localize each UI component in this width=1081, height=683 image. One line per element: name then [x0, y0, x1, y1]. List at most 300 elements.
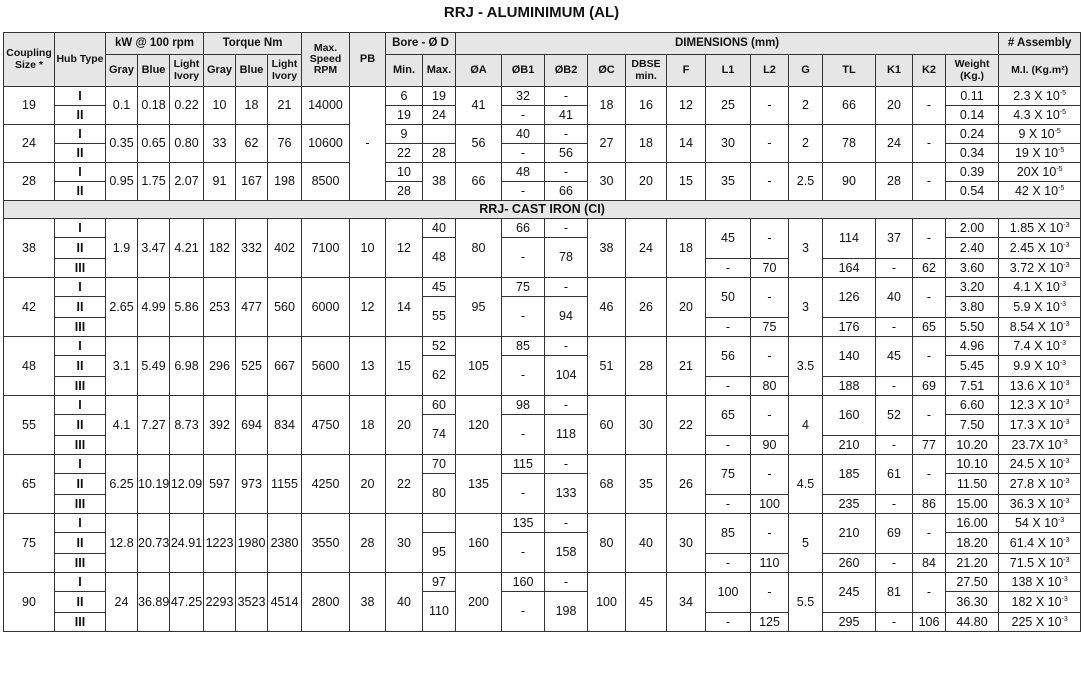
kw-value: 20.73 — [138, 514, 170, 573]
mi-value: 24.5 X $10^{-3}$ — [999, 455, 1081, 474]
col-oa: ØA — [456, 55, 502, 87]
col-pb: PB — [350, 33, 386, 87]
bore-min: 40 — [386, 573, 423, 632]
max-speed: 7100 — [302, 219, 350, 278]
col-torque-group: Torque Nm — [204, 33, 302, 55]
dim-dbse: 16 — [626, 87, 667, 125]
dim-tl: 235 — [823, 495, 876, 514]
hub-type: II — [55, 144, 106, 163]
col-gray-kw: Gray — [106, 55, 138, 87]
kw-value: 0.18 — [138, 87, 170, 125]
col-oc: ØC — [588, 55, 626, 87]
dim-k2: - — [913, 219, 946, 259]
mi-value: 9.9 X $10^{-3}$ — [999, 356, 1081, 377]
dim-l2: - — [751, 163, 789, 201]
dim-k1: - — [876, 318, 913, 337]
torque-value: 91 — [204, 163, 236, 201]
table-row — [4, 219, 1081, 238]
col-kw-group: kW @ 100 rpm — [106, 33, 204, 55]
torque-value: 392 — [204, 396, 236, 455]
dim-tl: 160 — [823, 396, 876, 436]
hub-type: I — [55, 396, 106, 415]
dim-tl: 126 — [823, 278, 876, 318]
dim-l1: - — [706, 259, 751, 278]
dim-tl: 164 — [823, 259, 876, 278]
dim-oc: 38 — [588, 219, 626, 278]
dim-k1: - — [876, 377, 913, 396]
mi-value: 19 X $10^{-5}$ — [999, 144, 1081, 163]
weight-value: 18.20 — [946, 533, 999, 554]
dim-g: 2 — [789, 125, 823, 163]
col-mi: M.I. (Kg.m²) — [999, 55, 1081, 87]
dim-ob2: 198 — [545, 592, 588, 632]
dim-ob2: - — [545, 219, 588, 238]
dim-ob2: 104 — [545, 356, 588, 396]
hub-type: I — [55, 219, 106, 238]
weight-value: 3.20 — [946, 278, 999, 297]
mi-value: 5.9 X $10^{-3}$ — [999, 297, 1081, 318]
dim-k2: 62 — [913, 259, 946, 278]
kw-value: 5.49 — [138, 337, 170, 396]
hub-type: II — [55, 592, 106, 613]
coupling-size: 19 — [4, 87, 55, 125]
kw-value: 0.22 — [170, 87, 204, 125]
dim-ob1: 75 — [502, 278, 545, 297]
weight-value: 10.20 — [946, 436, 999, 455]
dim-g: 2.5 — [789, 163, 823, 201]
dim-ob1: 85 — [502, 337, 545, 356]
weight-value: 21.20 — [946, 554, 999, 573]
bore-min: 14 — [386, 278, 423, 337]
dim-f: 12 — [667, 87, 706, 125]
pb-value: 28 — [350, 514, 386, 573]
mi-value: 3.72 X $10^{-3}$ — [999, 259, 1081, 278]
coupling-spec-table — [3, 32, 1081, 632]
kw-value: 36.89 — [138, 573, 170, 632]
dim-oc: 30 — [588, 163, 626, 201]
bore-max: 60 — [423, 396, 456, 415]
mi-value: 12.3 X $10^{-3}$ — [999, 396, 1081, 415]
dim-f: 14 — [667, 125, 706, 163]
table-row — [4, 201, 1081, 219]
bore-min: 30 — [386, 514, 423, 573]
dim-ob2: 66 — [545, 182, 588, 201]
dim-k1: 61 — [876, 455, 913, 495]
mi-value: 8.54 X $10^{-3}$ — [999, 318, 1081, 337]
kw-value: 10.19 — [138, 455, 170, 514]
max-speed: 14000 — [302, 87, 350, 125]
bore-min: 22 — [386, 455, 423, 514]
col-hub-type: Hub Type — [55, 33, 106, 87]
kw-value: 7.27 — [138, 396, 170, 455]
dim-k2: 106 — [913, 613, 946, 632]
dim-l2: 90 — [751, 436, 789, 455]
table-row — [4, 455, 1081, 474]
mi-value: 54 X $10^{-3}$ — [999, 514, 1081, 533]
dim-oa: 120 — [456, 396, 502, 455]
weight-value: 2.00 — [946, 219, 999, 238]
weight-value: 2.40 — [946, 238, 999, 259]
kw-value: 12.8 — [106, 514, 138, 573]
kw-value: 0.95 — [106, 163, 138, 201]
mi-value: 23.7X $10^{-3}$ — [999, 436, 1081, 455]
dim-ob2: 118 — [545, 415, 588, 455]
dim-oa: 41 — [456, 87, 502, 125]
torque-value: 667 — [268, 337, 302, 396]
torque-value: 1155 — [268, 455, 302, 514]
coupling-size: 24 — [4, 125, 55, 163]
dim-l1: 65 — [706, 396, 751, 436]
pb-value: 10 — [350, 219, 386, 278]
hub-type: III — [55, 613, 106, 632]
dim-ob2: - — [545, 455, 588, 474]
hub-type: III — [55, 436, 106, 455]
dim-g: 3 — [789, 278, 823, 337]
kw-value: 47.25 — [170, 573, 204, 632]
hub-type: II — [55, 474, 106, 495]
col-tl: TL — [823, 55, 876, 87]
dim-ob2: - — [545, 514, 588, 533]
max-speed: 3550 — [302, 514, 350, 573]
dim-ob1: - — [502, 297, 545, 337]
bore-max: 24 — [423, 106, 456, 125]
dim-k1: - — [876, 554, 913, 573]
dim-ob2: - — [545, 125, 588, 144]
max-speed: 6000 — [302, 278, 350, 337]
dim-ob2: 133 — [545, 474, 588, 514]
dim-oc: 51 — [588, 337, 626, 396]
hub-type: I — [55, 87, 106, 106]
torque-value: 477 — [236, 278, 268, 337]
table-row — [4, 278, 1081, 297]
weight-value: 5.50 — [946, 318, 999, 337]
max-speed: 5600 — [302, 337, 350, 396]
torque-value: 296 — [204, 337, 236, 396]
pb-value: 12 — [350, 278, 386, 337]
col-gray-torque: Gray — [204, 55, 236, 87]
hub-type: I — [55, 337, 106, 356]
dim-ob1: - — [502, 106, 545, 125]
dim-oa: 95 — [456, 278, 502, 337]
coupling-size: 42 — [4, 278, 55, 337]
torque-value: 10 — [204, 87, 236, 125]
col-l1: L1 — [706, 55, 751, 87]
dim-ob2: - — [545, 573, 588, 592]
hub-type: III — [55, 259, 106, 278]
dim-dbse: 40 — [626, 514, 667, 573]
max-speed: 4750 — [302, 396, 350, 455]
dim-k1: 81 — [876, 573, 913, 613]
dim-ob1: - — [502, 238, 545, 278]
bore-min: 9 — [386, 125, 423, 144]
torque-value: 332 — [236, 219, 268, 278]
dim-g: 4 — [789, 396, 823, 455]
col-bore-group: Bore - Ø D — [386, 33, 456, 55]
hub-type: III — [55, 554, 106, 573]
torque-value: 3523 — [236, 573, 268, 632]
dim-k1: 52 — [876, 396, 913, 436]
pb-value: 18 — [350, 396, 386, 455]
bore-max: 80 — [423, 474, 456, 514]
weight-value: 11.50 — [946, 474, 999, 495]
coupling-size: 55 — [4, 396, 55, 455]
dim-tl: 114 — [823, 219, 876, 259]
bore-min: 19 — [386, 106, 423, 125]
bore-max: 95 — [423, 533, 456, 573]
dim-k2: - — [913, 573, 946, 613]
dim-dbse: 18 — [626, 125, 667, 163]
torque-value: 597 — [204, 455, 236, 514]
col-light-ivory-torque: Light Ivory — [268, 55, 302, 87]
dim-dbse: 28 — [626, 337, 667, 396]
dim-ob1: 115 — [502, 455, 545, 474]
dim-f: 22 — [667, 396, 706, 455]
bore-min: 15 — [386, 337, 423, 396]
dim-l1: 35 — [706, 163, 751, 201]
torque-value: 834 — [268, 396, 302, 455]
dim-f: 20 — [667, 278, 706, 337]
pb-value: - — [350, 87, 386, 201]
weight-value: 3.80 — [946, 297, 999, 318]
dim-ob2: 41 — [545, 106, 588, 125]
torque-value: 76 — [268, 125, 302, 163]
torque-value: 253 — [204, 278, 236, 337]
dim-ob2: 94 — [545, 297, 588, 337]
coupling-size: 90 — [4, 573, 55, 632]
col-light-ivory-kw: Light Ivory — [170, 55, 204, 87]
col-k2: K2 — [913, 55, 946, 87]
dim-l1: 56 — [706, 337, 751, 377]
kw-value: 1.75 — [138, 163, 170, 201]
dim-k2: - — [913, 87, 946, 125]
dim-l1: 45 — [706, 219, 751, 259]
kw-value: 8.73 — [170, 396, 204, 455]
dim-ob1: 160 — [502, 573, 545, 592]
bore-min: 10 — [386, 163, 423, 182]
weight-value: 6.60 — [946, 396, 999, 415]
col-max: Max. — [423, 55, 456, 87]
dim-ob1: 40 — [502, 125, 545, 144]
bore-max: 70 — [423, 455, 456, 474]
dim-oc: 80 — [588, 514, 626, 573]
hub-type: II — [55, 533, 106, 554]
weight-value: 5.45 — [946, 356, 999, 377]
dim-l1: - — [706, 613, 751, 632]
hub-type: I — [55, 455, 106, 474]
mi-value: 20X $10^{-5}$ — [999, 163, 1081, 182]
dim-l2: 125 — [751, 613, 789, 632]
weight-value: 3.60 — [946, 259, 999, 278]
mi-value: 138 X $10^{-3}$ — [999, 573, 1081, 592]
col-weight: Weight (Kg.) — [946, 55, 999, 87]
dim-ob2: - — [545, 87, 588, 106]
coupling-size: 38 — [4, 219, 55, 278]
table-row — [4, 125, 1081, 144]
torque-value: 694 — [236, 396, 268, 455]
bore-max — [423, 125, 456, 144]
kw-value: 12.09 — [170, 455, 204, 514]
dim-k1: 24 — [876, 125, 913, 163]
dim-oa: 135 — [456, 455, 502, 514]
col-g: G — [789, 55, 823, 87]
kw-value: 0.35 — [106, 125, 138, 163]
pb-value: 38 — [350, 573, 386, 632]
dim-k1: - — [876, 613, 913, 632]
dim-tl: 78 — [823, 125, 876, 163]
weight-value: 36.30 — [946, 592, 999, 613]
dim-oa: 80 — [456, 219, 502, 278]
kw-value: 6.25 — [106, 455, 138, 514]
dim-l1: - — [706, 318, 751, 337]
max-speed: 10600 — [302, 125, 350, 163]
mi-value: 182 X $10^{-3}$ — [999, 592, 1081, 613]
dim-k1: - — [876, 495, 913, 514]
dim-f: 30 — [667, 514, 706, 573]
torque-value: 182 — [204, 219, 236, 278]
kw-value: 2.07 — [170, 163, 204, 201]
torque-value: 2380 — [268, 514, 302, 573]
hub-type: II — [55, 106, 106, 125]
dim-l1: 50 — [706, 278, 751, 318]
dim-ob2: 78 — [545, 238, 588, 278]
dim-l2: 110 — [751, 554, 789, 573]
dim-k2: - — [913, 514, 946, 554]
kw-value: 4.21 — [170, 219, 204, 278]
dim-ob1: - — [502, 182, 545, 201]
kw-value: 0.1 — [106, 87, 138, 125]
col-k1: K1 — [876, 55, 913, 87]
dim-g: 3.5 — [789, 337, 823, 396]
dim-ob1: 98 — [502, 396, 545, 415]
mi-value: 9 X $10^{-5}$ — [999, 125, 1081, 144]
weight-value: 44.80 — [946, 613, 999, 632]
mi-value: 17.3 X $10^{-3}$ — [999, 415, 1081, 436]
kw-value: 0.65 — [138, 125, 170, 163]
pb-value: 13 — [350, 337, 386, 396]
dim-k2: - — [913, 125, 946, 163]
table-row — [4, 396, 1081, 415]
weight-value: 27.50 — [946, 573, 999, 592]
kw-value: 5.86 — [170, 278, 204, 337]
mi-value: 4.1 X $10^{-3}$ — [999, 278, 1081, 297]
dim-f: 15 — [667, 163, 706, 201]
bore-max: 55 — [423, 297, 456, 337]
dim-k1: - — [876, 259, 913, 278]
kw-value: 3.1 — [106, 337, 138, 396]
col-ob2: ØB2 — [545, 55, 588, 87]
weight-value: 16.00 — [946, 514, 999, 533]
col-max-speed: Max. Speed RPM — [302, 33, 350, 87]
col-dbse: DBSE min. — [626, 55, 667, 87]
torque-value: 402 — [268, 219, 302, 278]
max-speed: 4250 — [302, 455, 350, 514]
hub-type: I — [55, 163, 106, 182]
dim-k1: - — [876, 436, 913, 455]
dim-l1: - — [706, 554, 751, 573]
torque-value: 4514 — [268, 573, 302, 632]
weight-value: 0.14 — [946, 106, 999, 125]
dim-l1: - — [706, 495, 751, 514]
bore-max: 38 — [423, 163, 456, 201]
dim-ob1: 66 — [502, 219, 545, 238]
hub-type: II — [55, 182, 106, 201]
kw-value: 3.47 — [138, 219, 170, 278]
col-coupling-size: Coupling Size * — [4, 33, 55, 87]
coupling-size: 48 — [4, 337, 55, 396]
dim-oc: 100 — [588, 573, 626, 632]
weight-value: 0.54 — [946, 182, 999, 201]
torque-value: 167 — [236, 163, 268, 201]
dim-l1: - — [706, 377, 751, 396]
hub-type: I — [55, 125, 106, 144]
dim-l2: - — [751, 573, 789, 613]
torque-value: 33 — [204, 125, 236, 163]
dim-l1: 85 — [706, 514, 751, 554]
dim-tl: 90 — [823, 163, 876, 201]
torque-value: 198 — [268, 163, 302, 201]
bore-max: 74 — [423, 415, 456, 455]
dim-tl: 185 — [823, 455, 876, 495]
dim-l2: - — [751, 514, 789, 554]
mi-value: 13.6 X $10^{-3}$ — [999, 377, 1081, 396]
col-blue-kw: Blue — [138, 55, 170, 87]
table-row — [4, 573, 1081, 592]
col-ob1: ØB1 — [502, 55, 545, 87]
weight-value: 0.39 — [946, 163, 999, 182]
torque-value: 21 — [268, 87, 302, 125]
weight-value: 0.24 — [946, 125, 999, 144]
dim-k2: 69 — [913, 377, 946, 396]
hub-type: II — [55, 297, 106, 318]
torque-value: 2293 — [204, 573, 236, 632]
kw-value: 24.91 — [170, 514, 204, 573]
dim-ob1: 48 — [502, 163, 545, 182]
bore-max: 48 — [423, 238, 456, 278]
dim-l2: 80 — [751, 377, 789, 396]
bore-max: 110 — [423, 592, 456, 632]
weight-value: 7.50 — [946, 415, 999, 436]
dim-oa: 105 — [456, 337, 502, 396]
torque-value: 525 — [236, 337, 268, 396]
mi-value: 27.8 X $10^{-3}$ — [999, 474, 1081, 495]
bore-max: 62 — [423, 356, 456, 396]
dim-dbse: 24 — [626, 219, 667, 278]
bore-max: 45 — [423, 278, 456, 297]
dim-ob1: - — [502, 533, 545, 573]
dim-l2: 70 — [751, 259, 789, 278]
mi-value: 2.45 X $10^{-3}$ — [999, 238, 1081, 259]
dim-l2: - — [751, 455, 789, 495]
dim-tl: 210 — [823, 436, 876, 455]
mi-value: 7.4 X $10^{-3}$ — [999, 337, 1081, 356]
table-row — [4, 163, 1081, 182]
max-speed: 8500 — [302, 163, 350, 201]
dim-l2: - — [751, 396, 789, 436]
dim-k2: - — [913, 455, 946, 495]
dim-l2: 75 — [751, 318, 789, 337]
torque-value: 18 — [236, 87, 268, 125]
dim-g: 5.5 — [789, 573, 823, 632]
mi-value: 42 X $10^{-5}$ — [999, 182, 1081, 201]
dim-g: 5 — [789, 514, 823, 573]
bore-max — [423, 514, 456, 533]
dim-oc: 46 — [588, 278, 626, 337]
dim-oa: 160 — [456, 514, 502, 573]
dim-ob1: - — [502, 356, 545, 396]
dim-l2: 100 — [751, 495, 789, 514]
dim-tl: 210 — [823, 514, 876, 554]
mi-value: 36.3 X $10^{-3}$ — [999, 495, 1081, 514]
